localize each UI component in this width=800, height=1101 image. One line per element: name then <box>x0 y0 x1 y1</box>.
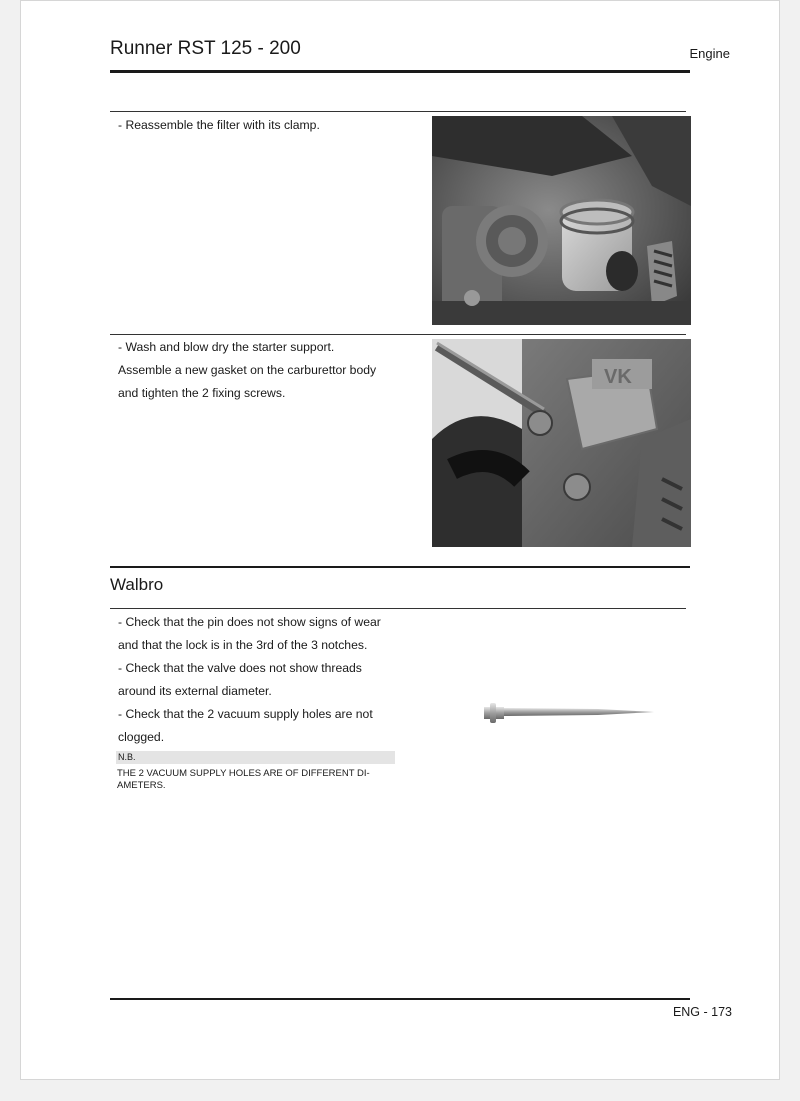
step-1-text <box>118 114 398 137</box>
starter-support-screwdriver-photo <box>432 339 691 547</box>
section-subrule <box>110 608 686 609</box>
step-2-line: Assemble a new gasket on the carburettor body <box>118 363 377 377</box>
page-number: ENG - 173 <box>672 1005 732 1019</box>
step-2-text <box>118 336 398 405</box>
walbro-text <box>118 611 398 749</box>
walbro-line: and that the lock is in the 3rd of the 3 notches. <box>118 638 368 652</box>
step-divider <box>110 334 686 335</box>
walbro-line: - Check that the 2 vacuum supply holes are not <box>118 707 373 721</box>
walbro-line: clogged. <box>118 730 165 744</box>
section-rule <box>110 566 690 568</box>
walbro-line: - Check that the pin does not show signs of wear <box>118 615 381 629</box>
carburettor-filter-clamp-photo <box>432 116 691 325</box>
header-rule <box>110 70 690 73</box>
step-2-line: and tighten the 2 fixing screws. <box>118 386 286 400</box>
walbro-heading: Walbro <box>110 575 164 594</box>
note-label: N.B. <box>116 751 395 764</box>
step-divider <box>110 111 686 112</box>
note-text-line: AMETERS. <box>117 780 166 791</box>
note-text <box>117 768 399 792</box>
step-1-line: - Reassemble the filter with its clamp. <box>118 118 320 132</box>
document-title: Runner RST 125 - 200 <box>110 38 301 59</box>
note-text-line: THE 2 VACUUM SUPPLY HOLES ARE OF DIFFERENT DI- <box>117 768 370 779</box>
footer-rule <box>110 998 690 1000</box>
needle-pin-illustration <box>478 698 658 728</box>
section-name: Engine <box>689 46 730 61</box>
walbro-line: - Check that the valve does not show threads <box>118 661 362 675</box>
walbro-line: around its external diameter. <box>118 684 272 698</box>
carburettor-brand-marking: VK <box>604 366 632 388</box>
step-2-line: - Wash and blow dry the starter support. <box>118 340 335 354</box>
